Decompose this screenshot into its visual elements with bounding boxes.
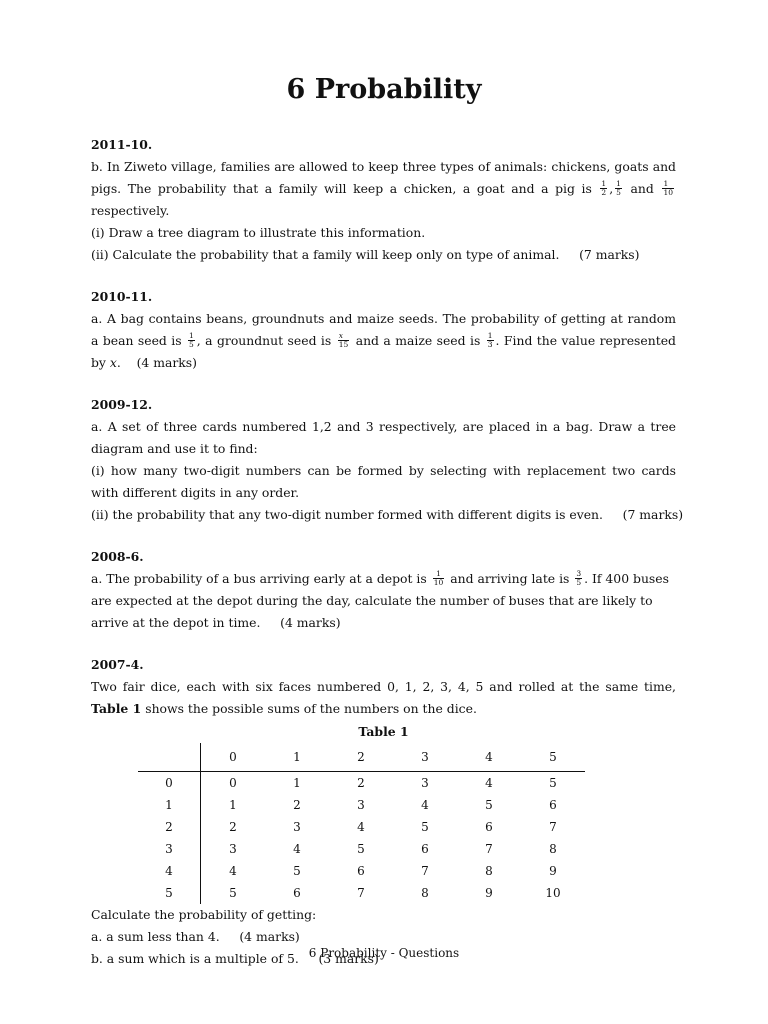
table-cell: 6 xyxy=(549,798,557,812)
row-header: 1 xyxy=(138,794,201,816)
question-line: a. The probability of a bus arriving early at a depot is xyxy=(91,571,427,586)
table-header-row xyxy=(138,743,585,772)
table-cell: 4 xyxy=(357,820,365,834)
table-cell: 9 xyxy=(485,886,493,900)
table-cell: 4 xyxy=(293,842,301,856)
denominator: 3 xyxy=(487,340,493,349)
question-line: , a groundnut seed is xyxy=(196,333,332,348)
denominator: 5 xyxy=(616,188,621,197)
table-cell: 1 xyxy=(293,776,301,790)
table-cell: 10 xyxy=(545,886,561,900)
question-part: (i) Draw a tree diagram to illustrate this information. xyxy=(91,225,426,240)
table-cell: 5 xyxy=(229,886,237,900)
question-line: a. A bag contains beans, groundnuts and maize seeds. The probability of getting at random a bean seed is xyxy=(91,311,676,348)
table-row xyxy=(138,794,585,816)
table-cell: 3 xyxy=(421,776,429,790)
table-cell: 5 xyxy=(421,820,429,834)
table-cell: 4 xyxy=(421,798,429,812)
question-2009-12 xyxy=(91,394,684,526)
table-row xyxy=(138,816,585,838)
table-cell: 7 xyxy=(421,864,429,878)
question-year: 2007-4. xyxy=(91,657,144,672)
row-header: 2 xyxy=(138,816,201,838)
numerator: 1 xyxy=(662,180,674,189)
question-year: 2010-11. xyxy=(91,289,153,304)
question-part: (i) how many two-digit numbers can be formed by selecting with replacement two cards with different digits in any order. xyxy=(91,463,676,500)
table-cell: 2 xyxy=(229,820,237,834)
numerator: 1 xyxy=(189,331,194,340)
column-header: 4 xyxy=(457,743,521,772)
table-cell: 8 xyxy=(421,886,429,900)
denominator: 2 xyxy=(601,188,607,197)
table-cell: 7 xyxy=(357,886,365,900)
numerator: 1 xyxy=(601,179,607,188)
question-text xyxy=(91,156,676,222)
question-year: 2009-12. xyxy=(91,397,153,412)
question-2010-11 xyxy=(91,286,676,374)
table-corner-cell xyxy=(138,743,201,772)
question-year: 2011-10. xyxy=(91,137,153,152)
question-line-end: respectively. xyxy=(91,203,170,218)
table-cell: 5 xyxy=(293,864,301,878)
table-cell: 4 xyxy=(485,776,493,790)
question-line: b. In Ziweto village, families are allowed to keep three types of animals: chickens, goats and pigs. The probability that a family will keep a chicken, a goat and a pig is xyxy=(91,159,676,196)
question-part: b. a sum which is a multiple of 5. (3 marks) xyxy=(91,951,379,966)
column-header: 1 xyxy=(265,743,329,772)
question-line: . If 400 buses are expected at the depot during the day, calculate the number of buses that are likely to arrive at the depot in time. (4 marks) xyxy=(91,571,673,630)
row-header: 5 xyxy=(138,882,201,904)
table-cell: 6 xyxy=(421,842,429,856)
table-cell: 7 xyxy=(549,820,557,834)
table-reference: Table 1 xyxy=(91,701,142,716)
table-cell: 7 xyxy=(485,842,493,856)
denominator: 15 xyxy=(338,340,349,349)
table-caption: Table 1 xyxy=(358,724,409,739)
table-cell: 8 xyxy=(549,842,557,856)
table-cell: 1 xyxy=(229,798,237,812)
table-cell: 3 xyxy=(357,798,365,812)
table-cell: 5 xyxy=(357,842,365,856)
numerator: 1 xyxy=(433,570,445,579)
variable: x xyxy=(109,355,117,370)
page-footer: 6 Probability - Questions xyxy=(308,946,460,960)
table-cell: 2 xyxy=(293,798,301,812)
table-cell: 6 xyxy=(357,864,365,878)
fraction xyxy=(662,180,674,197)
table-row xyxy=(138,838,585,860)
table-cell: 8 xyxy=(485,864,493,878)
question-line: and a maize seed is xyxy=(355,333,481,348)
table-cell: 3 xyxy=(293,820,301,834)
table-cell: 5 xyxy=(549,776,557,790)
question-part: (ii) Calculate the probability that a family will keep only on type of animal. (7 marks) xyxy=(91,247,640,262)
marks: . (4 marks) xyxy=(116,355,198,370)
denominator: 10 xyxy=(663,188,673,197)
fraction xyxy=(600,180,607,197)
question-line: . Find the value represented by xyxy=(91,333,676,370)
row-header: 3 xyxy=(138,838,201,860)
denominator: 5 xyxy=(576,578,582,587)
question-2008-6 xyxy=(91,546,676,634)
column-header: 2 xyxy=(329,743,393,772)
denominator: 5 xyxy=(189,340,194,349)
numerator: 1 xyxy=(616,179,621,188)
table-row xyxy=(138,860,585,882)
table-cell: 0 xyxy=(229,776,237,790)
column-header: 0 xyxy=(201,743,266,772)
question-line: shows the possible sums of the numbers on the dice. xyxy=(145,701,477,716)
table-cell: 3 xyxy=(229,842,237,856)
table-cell: 6 xyxy=(485,820,493,834)
fraction xyxy=(188,332,195,349)
fraction xyxy=(615,180,622,197)
question-line: and arriving late is xyxy=(450,571,570,586)
fraction xyxy=(433,570,445,587)
conjunction: and xyxy=(630,181,654,196)
table-row xyxy=(138,772,585,795)
numerator: x xyxy=(338,332,350,341)
row-header: 0 xyxy=(138,772,201,795)
question-text: a. A set of three cards numbered 1,2 and 3 respectively, are placed in a bag. Draw a tree diagram and use it to find: xyxy=(91,419,676,456)
question-part: a. a sum less than 4. (4 marks) xyxy=(91,929,300,944)
numerator: 3 xyxy=(576,569,582,578)
denominator: 10 xyxy=(433,578,444,587)
table-cell: 9 xyxy=(549,864,557,878)
page-title: 6 Probability xyxy=(286,74,482,105)
question-year: 2008-6. xyxy=(91,549,144,564)
table-cell: 6 xyxy=(293,886,301,900)
question-part: (ii) the probability that any two-digit number formed with different digits is even. (7 marks) xyxy=(91,507,684,522)
questions-body xyxy=(91,134,684,970)
table-row xyxy=(138,882,585,904)
table-cell: 5 xyxy=(485,798,493,812)
column-header: 5 xyxy=(521,743,585,772)
fraction xyxy=(575,570,582,587)
question-2011-10 xyxy=(91,134,676,266)
question-2007-4 xyxy=(91,654,676,970)
row-header: 4 xyxy=(138,860,201,882)
question-text xyxy=(91,308,676,374)
table-cell: 4 xyxy=(229,864,237,878)
sums-table xyxy=(138,743,585,904)
column-header: 3 xyxy=(393,743,457,772)
table-cell: 2 xyxy=(357,776,365,790)
question-text xyxy=(91,676,676,720)
numerator: 1 xyxy=(487,331,493,340)
fraction xyxy=(487,332,494,349)
question-text xyxy=(91,568,676,634)
comma: , xyxy=(609,181,614,196)
fraction xyxy=(338,332,350,349)
question-line: Two fair dice, each with six faces numbered 0, 1, 2, 3, 4, 5 and rolled at the same time, xyxy=(91,679,676,694)
question-text: Calculate the probability of getting: xyxy=(91,907,317,922)
